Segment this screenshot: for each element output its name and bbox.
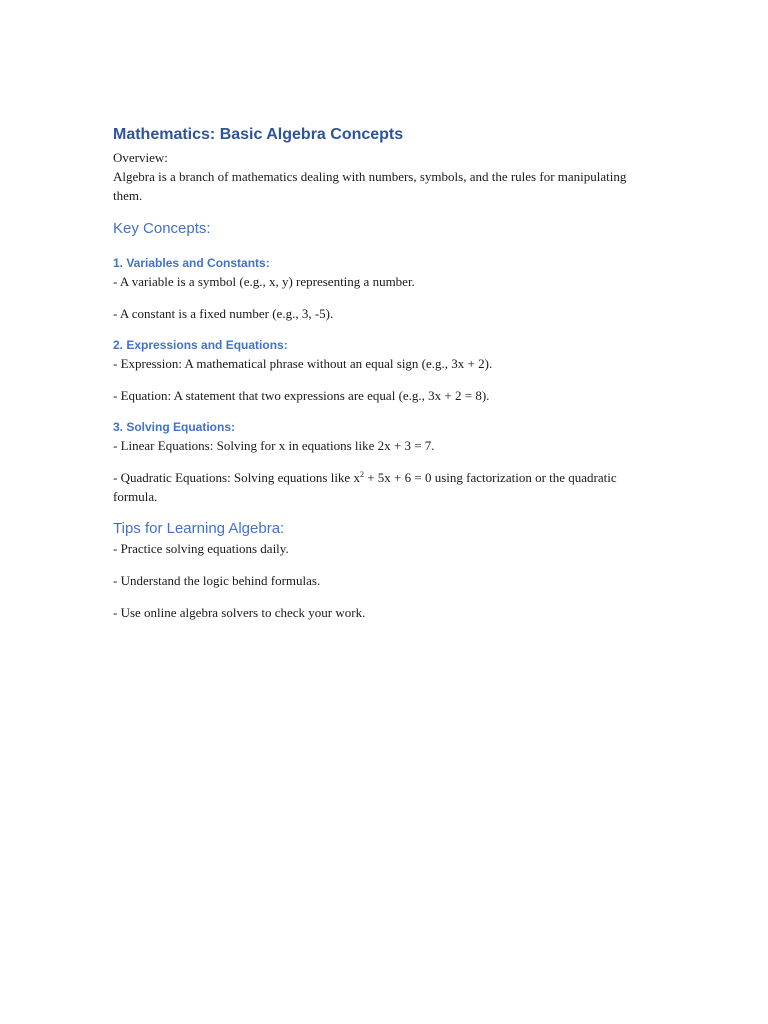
quadratic-exponent: 2 (359, 470, 364, 479)
key-concepts-heading: Key Concepts: (113, 220, 211, 237)
overview-label: Overview: (113, 150, 168, 165)
document-page (113, 124, 653, 622)
section-heading-expressions: 2. Expressions and Equations: (113, 338, 288, 352)
section-heading-solving: 3. Solving Equations: (113, 420, 236, 434)
section-item: - Linear Equations: Solving for x in equations like 2x + 3 = 7. (113, 438, 435, 453)
tips-heading: Tips for Learning Algebra: (113, 520, 285, 537)
document-title: Mathematics: Basic Algebra Concepts (113, 126, 404, 143)
tip-item: - Understand the logic behind formulas. (113, 573, 321, 588)
tip-item: - Use online algebra solvers to check your work. (113, 605, 366, 620)
quadratic-text-after: + 5x + 6 = 0 using factorization or the quadratic formula. (113, 470, 617, 504)
section-item: - A variable is a symbol (e.g., x, y) representing a number. (113, 274, 415, 289)
section-item: - A constant is a fixed number (e.g., 3, -5). (113, 306, 334, 321)
section-item: - Equation: A statement that two expressions are equal (e.g., 3x + 2 = 8). (113, 388, 490, 403)
section-heading-variables: 1. Variables and Constants: (113, 256, 270, 270)
quadratic-item (113, 468, 653, 506)
tip-item: - Practice solving equations daily. (113, 541, 289, 556)
quadratic-text-before: - Quadratic Equations: Solving equations like x (113, 470, 360, 485)
overview-text: Algebra is a branch of mathematics dealing with numbers, symbols, and the rules for manipulating them. (113, 169, 627, 203)
section-item: - Expression: A mathematical phrase without an equal sign (e.g., 3x + 2). (113, 356, 493, 371)
